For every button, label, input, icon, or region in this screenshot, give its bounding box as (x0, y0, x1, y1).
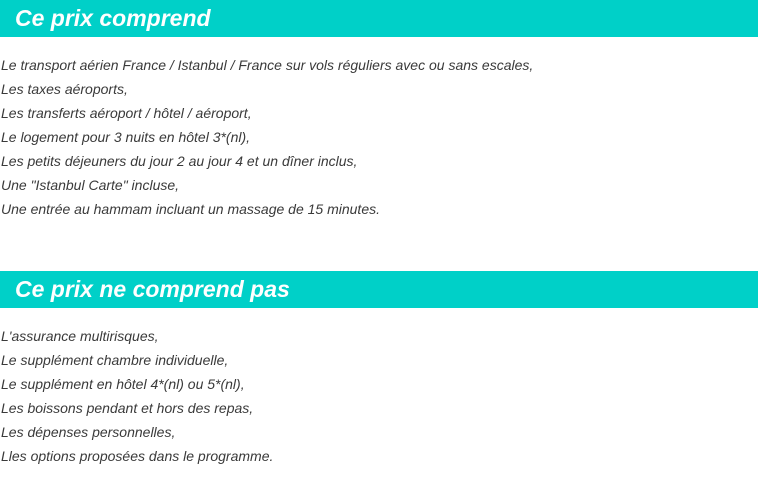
list-item: Une entrée au hammam incluant un massage de 15 minutes. (1, 201, 380, 217)
list-item: Le transport aérien France / Istanbul / France sur vols réguliers avec ou sans escales, (1, 57, 534, 73)
included-section-header (0, 0, 758, 37)
included-items-list (1, 53, 533, 221)
excluded-items-list (1, 324, 273, 468)
list-item: Le supplément chambre individuelle, (1, 352, 229, 368)
list-item: Les petits déjeuners du jour 2 au jour 4 et un dîner inclus, (1, 153, 358, 169)
excluded-section-header (0, 271, 758, 308)
included-section-title: Ce prix comprend (15, 5, 211, 31)
list-item: Les transferts aéroport / hôtel / aéroport, (1, 105, 252, 121)
list-item: Le logement pour 3 nuits en hôtel 3*(nl), (1, 129, 251, 145)
excluded-section-title: Ce prix ne comprend pas (15, 276, 290, 302)
list-item: Une "Istanbul Carte" incluse, (1, 177, 180, 193)
list-item: Les dépenses personnelles, (1, 424, 176, 440)
list-item: Les taxes aéroports, (1, 81, 128, 97)
list-item: Lles options proposées dans le programme. (1, 448, 274, 464)
list-item: Le supplément en hôtel 4*(nl) ou 5*(nl), (1, 376, 245, 392)
list-item: L'assurance multirisques, (1, 328, 159, 344)
list-item: Les boissons pendant et hors des repas, (1, 400, 254, 416)
